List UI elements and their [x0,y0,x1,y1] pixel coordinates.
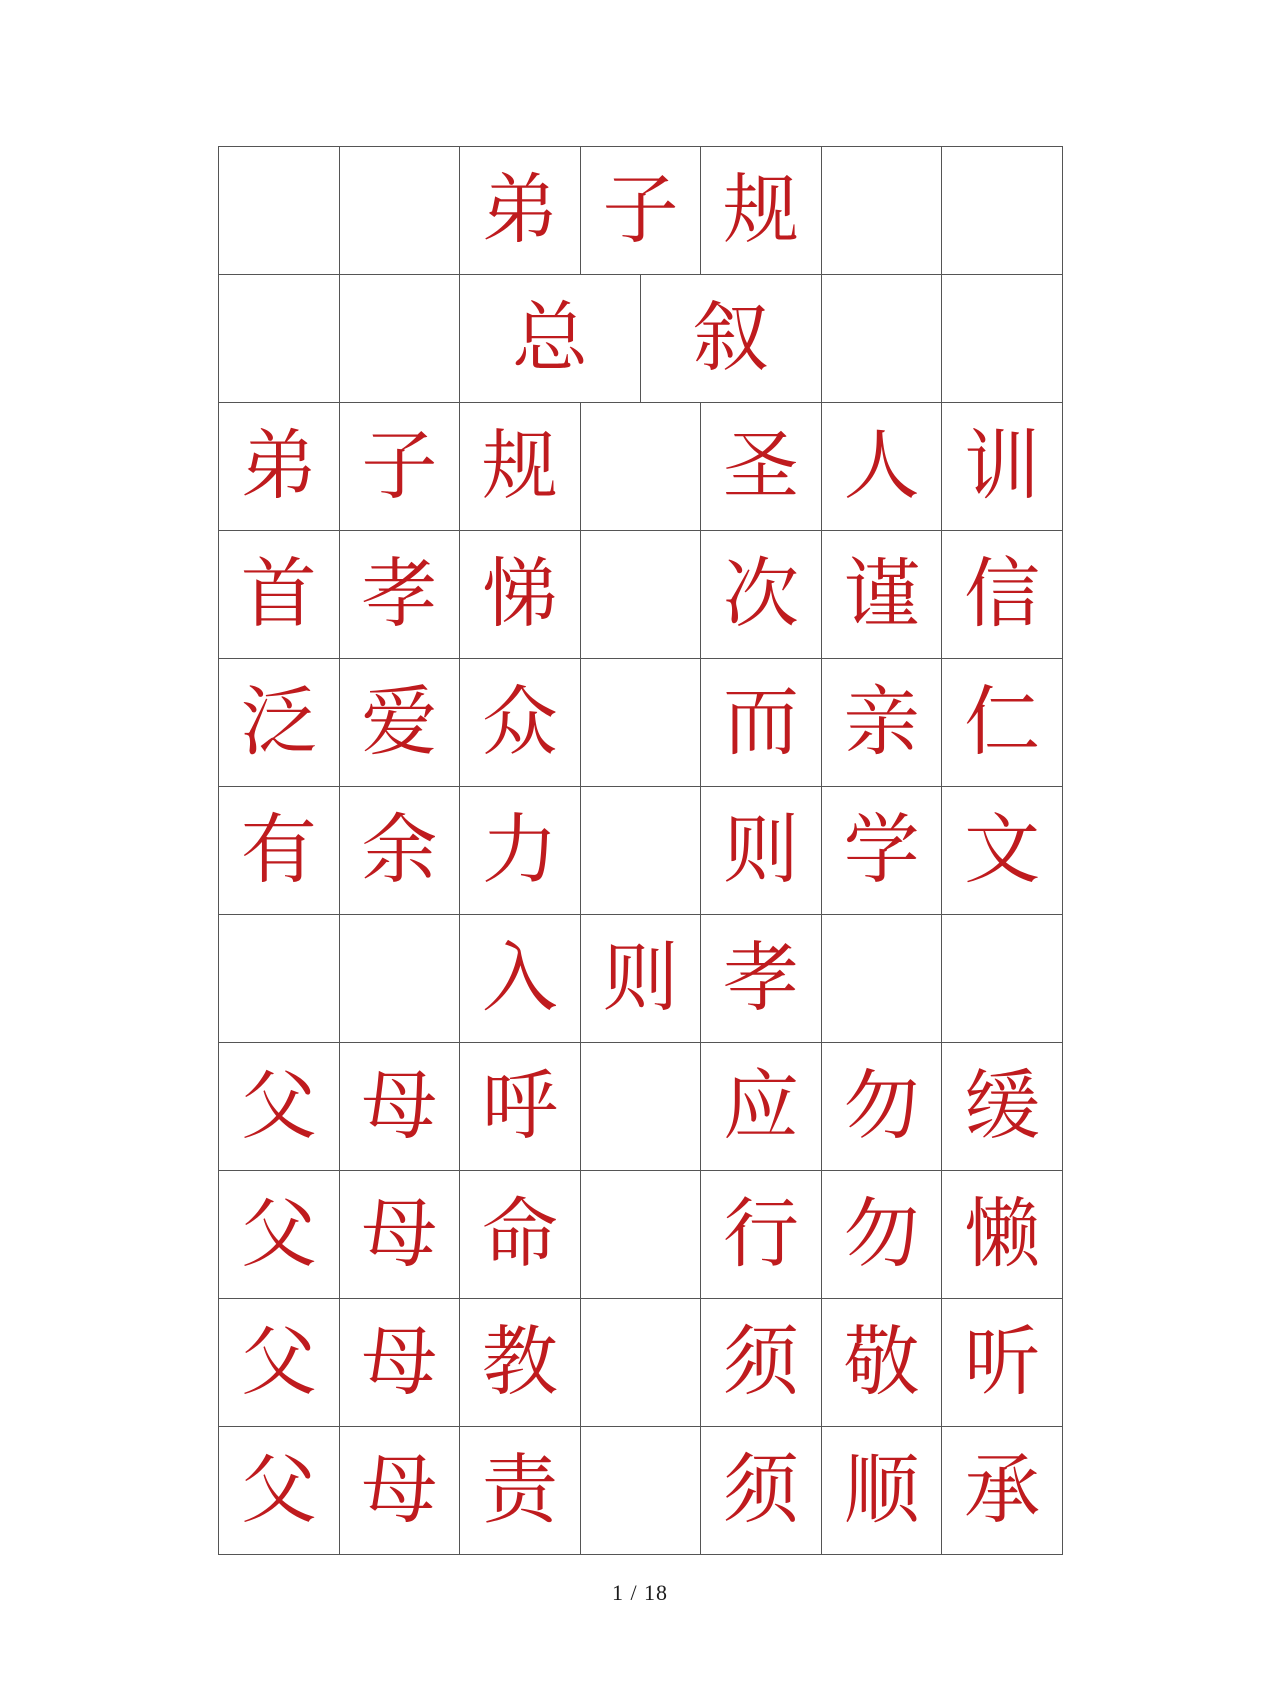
calligraphy-character: 总 [512,296,589,381]
grid-cell [942,787,1063,915]
calligraphy-character: 人 [843,424,920,509]
calligraphy-character: 懒 [964,1192,1041,1277]
grid-cell [701,403,822,531]
row-verse [219,403,1063,531]
copybook-grid [218,146,1063,1555]
calligraphy-character: 首 [240,552,317,637]
grid-cell [822,403,943,531]
calligraphy-character: 母 [361,1064,438,1149]
grid-cell [581,403,702,531]
grid-cell [460,531,581,659]
calligraphy-character: 父 [240,1448,317,1533]
calligraphy-character: 次 [723,552,800,637]
calligraphy-character: 缓 [964,1064,1041,1149]
calligraphy-character: 信 [964,552,1041,637]
calligraphy-character: 而 [723,680,800,765]
grid-cell [460,1043,581,1171]
calligraphy-character: 仁 [964,680,1041,765]
calligraphy-character: 子 [361,424,438,509]
calligraphy-character: 余 [361,808,438,893]
row-verse [219,1427,1063,1555]
grid-cell [942,1171,1063,1299]
grid-cell [460,403,581,531]
calligraphy-character: 父 [240,1064,317,1149]
calligraphy-character: 父 [240,1192,317,1277]
grid-cell [701,531,822,659]
grid-cell [641,275,822,403]
calligraphy-character: 叙 [692,296,769,381]
calligraphy-character: 规 [481,424,558,509]
grid-cell [460,1171,581,1299]
grid-cell [460,1299,581,1427]
grid-cell [581,1427,702,1555]
row-verse [219,659,1063,787]
grid-cell [822,1427,943,1555]
calligraphy-character: 谨 [843,552,920,637]
grid-cell [581,1043,702,1171]
grid-cell [942,1043,1063,1171]
grid-cell [340,403,461,531]
row-book-title [219,147,1063,275]
grid-cell [581,1299,702,1427]
calligraphy-character: 悌 [481,552,558,637]
grid-cell [701,787,822,915]
grid-cell [701,1427,822,1555]
grid-cell [581,915,702,1043]
calligraphy-character: 承 [964,1448,1041,1533]
grid-cell [822,147,943,275]
calligraphy-character: 母 [361,1448,438,1533]
grid-cell [581,147,702,275]
grid-cell [340,1299,461,1427]
calligraphy-character: 听 [964,1320,1041,1405]
calligraphy-character: 行 [723,1192,800,1277]
calligraphy-character: 命 [481,1192,558,1277]
grid-cell [942,659,1063,787]
row-section-header [219,275,1063,403]
calligraphy-character: 训 [964,424,1041,509]
grid-cell [942,531,1063,659]
grid-cell [219,147,340,275]
grid-cell [340,659,461,787]
grid-cell [460,275,641,403]
grid-cell [942,1299,1063,1427]
grid-cell [460,1427,581,1555]
calligraphy-character: 责 [481,1448,558,1533]
row-verse [219,1299,1063,1427]
grid-cell [340,915,461,1043]
grid-cell [822,1171,943,1299]
calligraphy-character: 应 [723,1064,800,1149]
calligraphy-character: 母 [361,1320,438,1405]
calligraphy-character: 顺 [843,1448,920,1533]
grid-cell [219,915,340,1043]
calligraphy-character: 规 [723,168,800,253]
row-verse [219,1043,1063,1171]
calligraphy-character: 亲 [843,680,920,765]
calligraphy-character: 勿 [843,1064,920,1149]
calligraphy-character: 孝 [361,552,438,637]
calligraphy-character: 须 [723,1448,800,1533]
calligraphy-character: 入 [481,936,558,1021]
row-verse [219,531,1063,659]
grid-cell [701,1043,822,1171]
calligraphy-character: 圣 [723,424,800,509]
grid-cell [701,1299,822,1427]
calligraphy-character: 须 [723,1320,800,1405]
grid-cell [822,531,943,659]
grid-cell [942,275,1063,403]
grid-cell [460,915,581,1043]
grid-cell [701,147,822,275]
grid-cell [581,659,702,787]
grid-cell [219,275,340,403]
grid-cell [219,531,340,659]
calligraphy-character: 勿 [843,1192,920,1277]
calligraphy-character: 爱 [361,680,438,765]
grid-cell [701,915,822,1043]
grid-cell [219,403,340,531]
page-number: 1 / 18 [611,1580,669,1605]
calligraphy-character: 则 [602,936,679,1021]
grid-cell [219,659,340,787]
grid-cell [219,1299,340,1427]
grid-cell [460,659,581,787]
grid-cell [581,1171,702,1299]
grid-cell [581,787,702,915]
grid-cell [822,275,943,403]
grid-cell [219,1171,340,1299]
grid-cell [822,787,943,915]
calligraphy-character: 呼 [481,1064,558,1149]
grid-cell [822,1043,943,1171]
grid-cell [219,1427,340,1555]
grid-cell [701,659,822,787]
grid-cell [340,1043,461,1171]
grid-cell [340,531,461,659]
grid-cell [822,915,943,1043]
grid-cell [942,915,1063,1043]
grid-cell [581,531,702,659]
grid-cell [942,1427,1063,1555]
calligraphy-character: 弟 [240,424,317,509]
grid-cell [460,147,581,275]
calligraphy-character: 子 [602,168,679,253]
grid-cell [340,1427,461,1555]
calligraphy-character: 泛 [240,680,317,765]
grid-cell [340,147,461,275]
calligraphy-character: 文 [964,808,1041,893]
grid-cell [340,787,461,915]
calligraphy-character: 学 [843,808,920,893]
grid-cell [942,147,1063,275]
calligraphy-character: 孝 [723,936,800,1021]
calligraphy-character: 敬 [843,1320,920,1405]
grid-cell [942,403,1063,531]
grid-cell [822,659,943,787]
row-verse [219,1171,1063,1299]
calligraphy-character: 父 [240,1320,317,1405]
grid-cell [340,275,461,403]
calligraphy-character: 有 [240,808,317,893]
row-subsection-header [219,915,1063,1043]
grid-cell [340,1171,461,1299]
row-verse [219,787,1063,915]
calligraphy-character: 弟 [481,168,558,253]
calligraphy-character: 力 [481,808,558,893]
calligraphy-character: 则 [723,808,800,893]
calligraphy-character: 众 [481,680,558,765]
calligraphy-character: 母 [361,1192,438,1277]
grid-cell [701,1171,822,1299]
grid-cell [219,1043,340,1171]
calligraphy-character: 教 [481,1320,558,1405]
grid-cell [219,787,340,915]
grid-cell [822,1299,943,1427]
grid-cell [460,787,581,915]
